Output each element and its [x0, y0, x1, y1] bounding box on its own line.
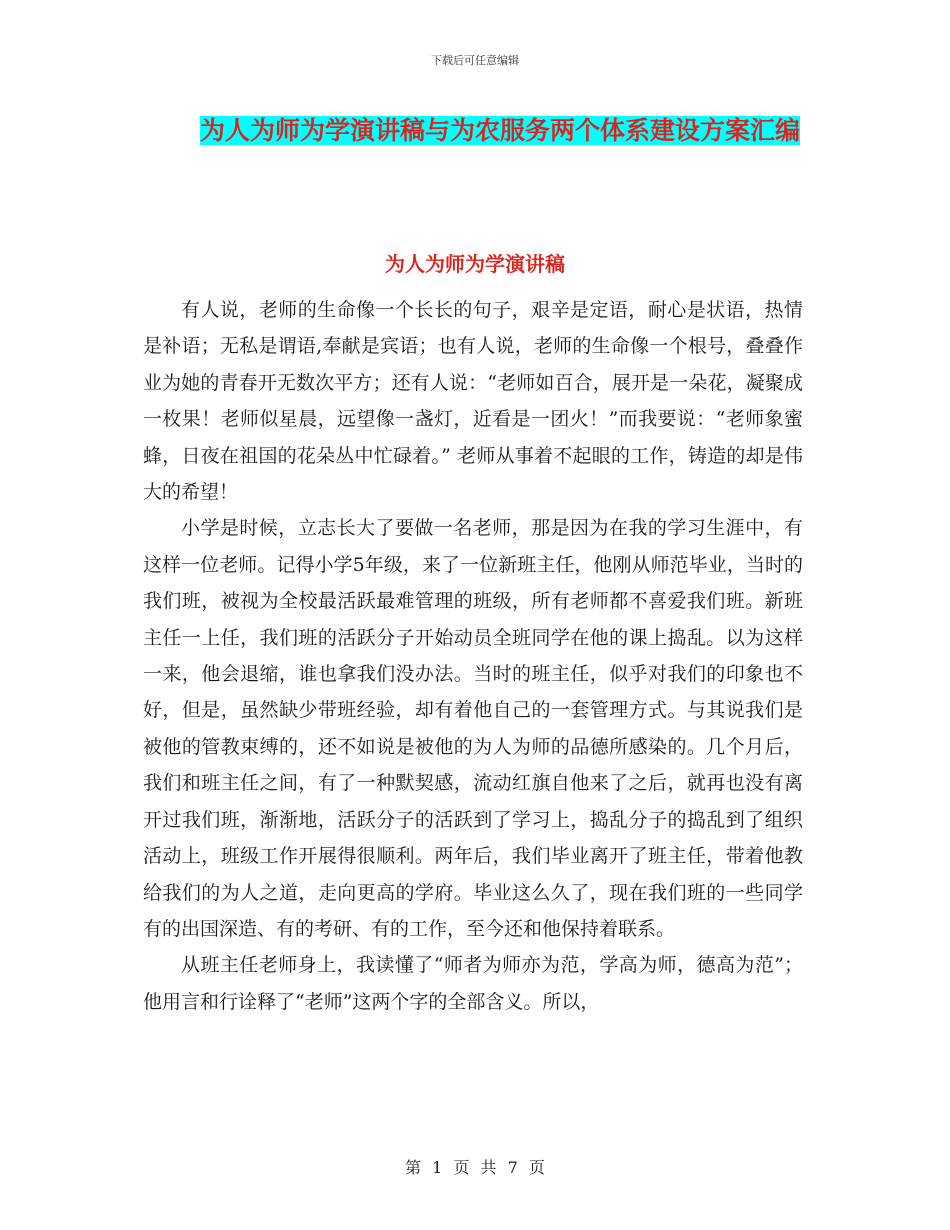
paragraph-2: 小学是时候，立志长大了要做一名老师，那是因为在我的学习生涯中，有这样一位老师。记得小学5年级，来了一位新班主任，他刚从师范毕业，当时的我们班，被视为全校最活跃最难管理的班级，所有老师都不喜爱我们班。新班主任一上任，我们班的活跃分子开始动员全班同学在他的课上捣乱。以为这样一来，他会退缩，谁也拿我们没办法。当时的班主任，似乎对我们的印象也不好，但是，虽然缺少带班经验，却有着他自己的一套管理方式。与其说我们是被他的管教束缚的，还不如说是被他的为人为师的品德所感染的。几个月后，我们和班主任之间，有了一种默契感，流动红旗自他来了之后，就再也没有离开过我们班，渐渐地，活跃分子的活跃到了学习上，捣乱分子的捣乱到了组织活动上，班级工作开展得很顺利。两年后，我们毕业离开了班主任，带着他教给我们的为人之道，走向更高的学府。毕业这么久了，现在我们班的一些同学有的出国深造、有的考研、有的工作，至今还和他保持着联系。: [143, 517, 803, 940]
section-title: 为人为师为学演讲稿: [385, 252, 565, 276]
page-footer: 第 1 页 共 7 页: [405, 1158, 545, 1177]
page-header: 下载后可任意编辑: [431, 54, 519, 67]
document-body: [143, 292, 803, 1020]
paragraph-1: 有人说，老师的生命像一个长长的句子，艰辛是定语，耐心是状语，热情是补语；无私是谓语,奉献是宾语；也有人说，老师的生命像一个根号，叠叠作业为她的青春开无数次平方；还有人说：“老师如百合，展开是一朵花，凝聚成一枚果！老师似星晨，远望像一盏灯，近看是一团火！”而我要说：“老师象蜜蜂，日夜在祖国的花朵丛中忙碌着。” 老师从事着不起眼的工作，铸造的却是伟大的希望！: [143, 299, 803, 504]
document-title: [130, 110, 870, 152]
paragraph-3: 从班主任老师身上，我读懂了“师者为师亦为范，学高为师，德高为范”；他用言和行诠释了“老师”这两个字的全部含义。所以，: [143, 954, 803, 1013]
document-title-text: 为人为师为学演讲稿与为农服务两个体系建设方案汇编: [199, 116, 800, 145]
